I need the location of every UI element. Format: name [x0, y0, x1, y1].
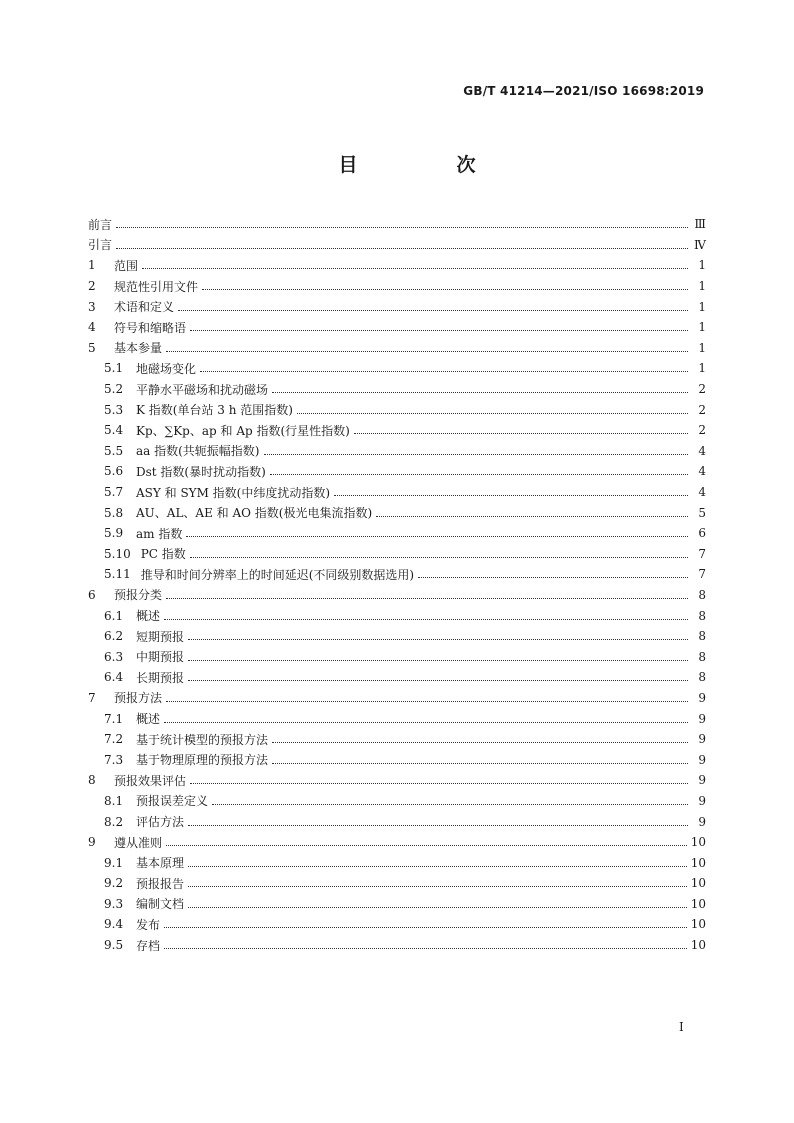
toc-entry-page: 1	[698, 299, 706, 314]
toc-entry-page: 9	[698, 690, 706, 705]
toc-entry[interactable]	[88, 544, 706, 565]
toc-entry-label: am 指数	[136, 526, 183, 541]
toc-entry[interactable]	[88, 667, 706, 688]
toc-entry[interactable]	[88, 379, 706, 400]
toc-entry-number: 5.10	[104, 546, 131, 561]
toc-entry[interactable]	[88, 791, 706, 812]
toc-entry-label: 推导和时间分辨率上的时间延迟(不同级别数据选用)	[140, 567, 415, 582]
toc-entry-number: 8.1	[104, 793, 124, 808]
toc-entry[interactable]	[88, 626, 706, 647]
toc-entry-label: 概述	[136, 609, 161, 624]
dot-leader	[190, 329, 688, 331]
toc-entry[interactable]	[88, 214, 706, 235]
toc-entry-number: 5.8	[104, 505, 124, 520]
toc-entry-number: 7.2	[104, 732, 124, 747]
toc-entry-number: 9.3	[104, 896, 124, 911]
toc-entry-number: 6.4	[104, 670, 124, 685]
toc-entry-page: 10	[690, 917, 706, 932]
toc-entry-label: 术语和定义	[114, 300, 175, 315]
toc-entry[interactable]	[88, 585, 706, 606]
toc-entry-page: 1	[698, 279, 706, 294]
dot-leader	[116, 247, 688, 249]
toc-entry-label: 预报效果评估	[114, 773, 187, 788]
dot-leader	[334, 494, 688, 496]
toc-entry-label: 发布	[136, 917, 161, 932]
toc-entry-page: 9	[698, 752, 706, 767]
standard-code: GB/T 41214—2021/ISO 16698:2019	[463, 84, 704, 98]
toc-entry-page: 10	[690, 835, 706, 850]
toc-entry-number: 9.1	[104, 855, 124, 870]
toc-entry[interactable]	[88, 873, 706, 894]
toc-entry-label: 平静水平磁场和扰动磁场	[136, 382, 269, 397]
toc-entry-number: 4	[88, 320, 96, 335]
toc-entry[interactable]	[88, 729, 706, 750]
toc-entry-label: ASY 和 SYM 指数(中纬度扰动指数)	[136, 485, 331, 500]
dot-leader	[142, 267, 688, 269]
toc-entry-label: Kp、∑Kp、ap 和 Ap 指数(行星性指数)	[136, 423, 350, 438]
toc-entry-label: 规范性引用文件	[114, 279, 199, 294]
toc-entry-number: 9.2	[104, 876, 124, 891]
toc-entry[interactable]	[88, 914, 706, 935]
toc-entry-number: 6.2	[104, 629, 124, 644]
toc-entry-number: 5.4	[104, 423, 124, 438]
dot-leader	[270, 473, 688, 475]
toc-entry-page: 9	[698, 732, 706, 747]
dot-leader	[376, 515, 688, 517]
dot-leader	[188, 824, 688, 826]
toc-entry-label: 预报报告	[136, 876, 185, 891]
toc-entry[interactable]	[88, 935, 706, 956]
toc-entry-number: 5.6	[104, 464, 124, 479]
dot-leader	[418, 576, 688, 578]
table-of-contents	[88, 214, 706, 955]
toc-entry-label: 编制文档	[136, 897, 185, 912]
toc-entry-number: 3	[88, 299, 96, 314]
toc-entry-page: 2	[698, 382, 706, 397]
dot-leader	[264, 453, 689, 455]
toc-entry-label: Dst 指数(暴时扰动指数)	[136, 464, 266, 479]
toc-entry[interactable]	[88, 894, 706, 915]
toc-entry-number: 5.3	[104, 402, 124, 417]
dot-leader	[186, 535, 688, 537]
toc-entry-page: 8	[698, 649, 706, 664]
toc-entry-page: 9	[698, 814, 706, 829]
toc-entry-page: 9	[698, 711, 706, 726]
toc-entry-page: Ⅲ	[694, 217, 706, 232]
toc-entry[interactable]	[88, 646, 706, 667]
toc-entry-label: 遵从准则	[114, 835, 163, 850]
dot-leader	[354, 432, 688, 434]
toc-entry-page: 2	[698, 402, 706, 417]
dot-leader	[188, 885, 687, 887]
toc-entry-page: 10	[690, 876, 706, 891]
toc-entry-page: 2	[698, 423, 706, 438]
toc-entry[interactable]	[88, 852, 706, 873]
toc-entry[interactable]	[88, 296, 706, 317]
dot-leader	[297, 412, 688, 414]
toc-entry-label: 预报分类	[114, 588, 163, 603]
toc-entry[interactable]	[88, 523, 706, 544]
toc-entry-label: aa 指数(共轭振幅指数)	[136, 444, 260, 459]
toc-entry-number: 7.3	[104, 752, 124, 767]
toc-entry-number: 6.3	[104, 649, 124, 664]
toc-entry-page: 9	[698, 793, 706, 808]
toc-entry-label: 中期预报	[136, 650, 185, 665]
toc-entry-label: 基于物理原理的预报方法	[136, 753, 269, 768]
toc-entry-page: 4	[698, 485, 706, 500]
dot-leader	[164, 721, 688, 723]
toc-entry[interactable]	[88, 749, 706, 770]
toc-entry-number: 5.1	[104, 361, 124, 376]
dot-leader	[116, 226, 688, 228]
toc-entry[interactable]	[88, 605, 706, 626]
dot-leader	[272, 762, 688, 764]
toc-entry-label: AU、AL、AE 和 AO 指数(极光电集流指数)	[136, 506, 373, 521]
toc-entry-page: 7	[698, 567, 706, 582]
toc-entry[interactable]	[88, 461, 706, 482]
toc-entry[interactable]	[88, 832, 706, 853]
toc-entry[interactable]	[88, 317, 706, 338]
dot-leader	[272, 391, 688, 393]
dot-leader	[164, 618, 688, 620]
toc-entry-page: 1	[698, 320, 706, 335]
toc-entry[interactable]	[88, 358, 706, 379]
toc-entry[interactable]	[88, 255, 706, 276]
dot-leader	[188, 679, 688, 681]
toc-entry-number: 8.2	[104, 814, 124, 829]
toc-entry-number: 9.4	[104, 917, 124, 932]
toc-entry[interactable]	[88, 688, 706, 709]
toc-entry-page: 4	[698, 443, 706, 458]
toc-entry-page: 8	[698, 608, 706, 623]
toc-entry-label: 前言	[88, 217, 113, 232]
toc-entry-page: 1	[698, 258, 706, 273]
toc-entry[interactable]	[88, 235, 706, 256]
toc-entry-page: 10	[690, 855, 706, 870]
toc-entry[interactable]	[88, 564, 706, 585]
toc-entry-label: 预报方法	[114, 691, 163, 706]
toc-entry-page: 1	[698, 361, 706, 376]
toc-entry-number: 5.11	[104, 567, 131, 582]
toc-entry-label: 预报误差定义	[136, 794, 209, 809]
toc-entry[interactable]	[88, 482, 706, 503]
toc-entry-label: 概述	[136, 712, 161, 727]
toc-entry-number: 9	[88, 835, 96, 850]
toc-entry-label: 基于统计模型的预报方法	[136, 732, 269, 747]
toc-entry[interactable]	[88, 399, 706, 420]
toc-entry[interactable]	[88, 502, 706, 523]
dot-leader	[212, 803, 688, 805]
toc-entry-page: 8	[698, 670, 706, 685]
toc-entry-label: 存档	[136, 938, 161, 953]
toc-entry-label: 基本原理	[136, 856, 185, 871]
page-title: 目 次	[338, 154, 516, 176]
toc-entry-number: 6.1	[104, 608, 124, 623]
dot-leader	[188, 865, 687, 867]
dot-leader	[188, 638, 688, 640]
dot-leader	[190, 782, 688, 784]
dot-leader	[166, 844, 687, 846]
toc-entry-label: K 指数(单台站 3 h 范围指数)	[136, 403, 293, 418]
dot-leader	[166, 350, 688, 352]
toc-entry-number: 9.5	[104, 938, 124, 953]
toc-entry-number: 5.5	[104, 443, 124, 458]
toc-entry[interactable]	[88, 708, 706, 729]
toc-entry-page: 6	[698, 526, 706, 541]
toc-entry-page: 10	[690, 896, 706, 911]
toc-entry-label: 地磁场变化	[136, 361, 197, 376]
toc-entry-label: PC 指数	[140, 547, 186, 562]
toc-entry-number: 6	[88, 587, 96, 602]
toc-entry-label: 引言	[88, 238, 113, 253]
toc-entry[interactable]	[88, 338, 706, 359]
dot-leader	[272, 741, 688, 743]
toc-entry-label: 符号和缩略语	[114, 320, 187, 335]
dot-leader	[200, 370, 688, 372]
toc-entry-page: 8	[698, 629, 706, 644]
toc-entry-page: 7	[698, 546, 706, 561]
dot-leader	[166, 700, 688, 702]
toc-entry-label: 长期预报	[136, 670, 185, 685]
toc-entry-label: 基本参量	[114, 341, 163, 356]
toc-entry-number: 2	[88, 279, 96, 294]
toc-entry-page: Ⅳ	[694, 237, 706, 252]
dot-leader	[166, 597, 688, 599]
toc-entry-number: 5.2	[104, 382, 124, 397]
dot-leader	[188, 906, 687, 908]
page-number: I	[679, 1020, 684, 1034]
toc-entry[interactable]	[88, 811, 706, 832]
toc-entry-number: 1	[88, 258, 96, 273]
toc-entry-page: 5	[698, 505, 706, 520]
dot-leader	[202, 288, 688, 290]
toc-entry-page: 4	[698, 464, 706, 479]
toc-entry[interactable]	[88, 420, 706, 441]
dot-leader	[188, 659, 688, 661]
toc-entry-label: 评估方法	[136, 815, 185, 830]
toc-entry-number: 5.9	[104, 526, 124, 541]
dot-leader	[190, 556, 688, 558]
toc-entry[interactable]	[88, 276, 706, 297]
toc-entry-page: 9	[698, 773, 706, 788]
toc-entry-label: 短期预报	[136, 629, 185, 644]
toc-entry-number: 5.7	[104, 485, 124, 500]
dot-leader	[178, 309, 688, 311]
toc-entry-label: 范围	[114, 258, 139, 273]
dot-leader	[164, 926, 687, 928]
toc-entry[interactable]	[88, 441, 706, 462]
toc-entry-number: 8	[88, 773, 96, 788]
dot-leader	[164, 947, 687, 949]
toc-entry-number: 5	[88, 340, 96, 355]
toc-entry-page: 1	[698, 340, 706, 355]
toc-entry-number: 7	[88, 690, 96, 705]
toc-entry-page: 10	[690, 938, 706, 953]
toc-entry-number: 7.1	[104, 711, 124, 726]
toc-entry-page: 8	[698, 587, 706, 602]
toc-entry[interactable]	[88, 770, 706, 791]
